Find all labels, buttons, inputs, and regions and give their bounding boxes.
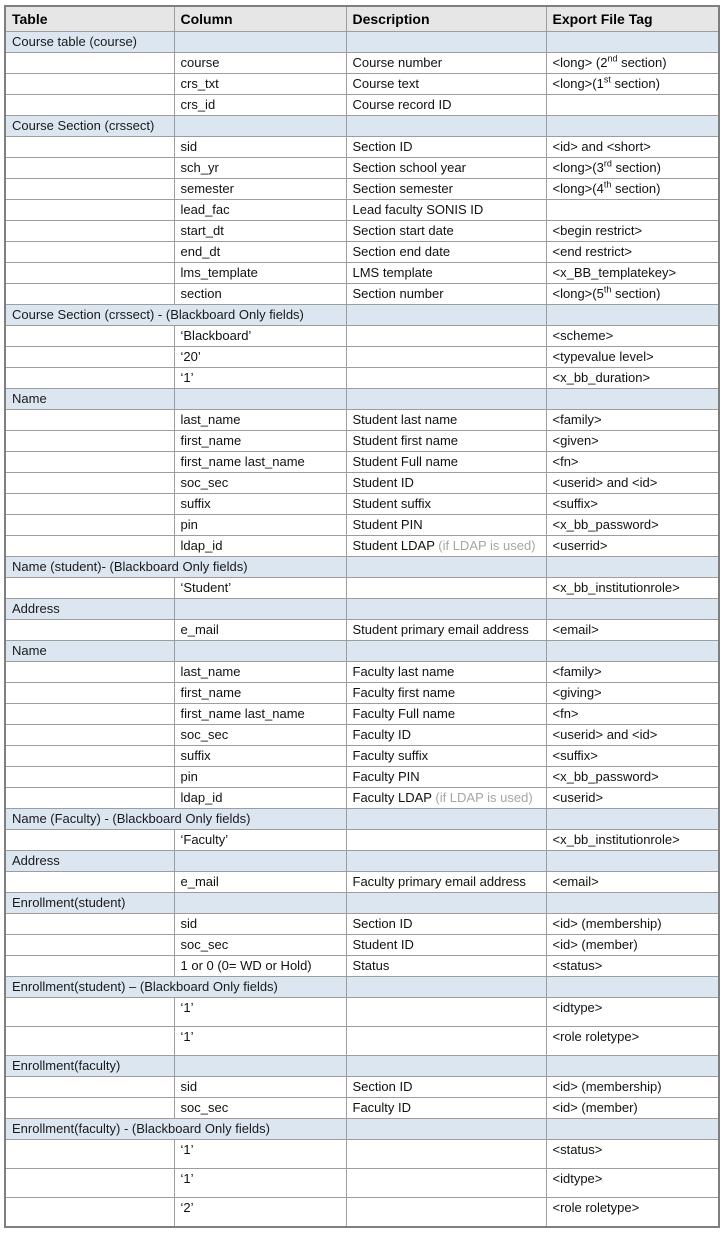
export-file-tag-cell: <status>: [546, 956, 719, 977]
table-data-row: [5, 956, 719, 977]
column-cell: ‘20’: [174, 347, 346, 368]
export-file-tag-cell: <typevalue level>: [546, 347, 719, 368]
section-empty-cell: [346, 599, 546, 620]
export-file-tag-cell: <id> (member): [546, 935, 719, 956]
description-cell: [346, 830, 546, 851]
table-name-cell: [5, 767, 174, 788]
export-file-tag-cell: <x_bb_institutionrole>: [546, 830, 719, 851]
description-cell: [346, 578, 546, 599]
table-data-row: [5, 452, 719, 473]
description-cell: Student suffix: [346, 494, 546, 515]
section-title-cell: Enrollment(faculty): [5, 1056, 174, 1077]
column-cell: ‘1’: [174, 1027, 346, 1056]
table-data-row: [5, 158, 719, 179]
description-cell: Status: [346, 956, 546, 977]
section-title-cell: Address: [5, 599, 174, 620]
column-cell: ‘1’: [174, 1140, 346, 1169]
export-file-tag-cell: <x_bb_password>: [546, 515, 719, 536]
table-section-row: [5, 305, 719, 326]
export-file-tag-cell: <family>: [546, 662, 719, 683]
description-cell: [346, 368, 546, 389]
export-file-tag-cell: <long>(1st section): [546, 74, 719, 95]
description-cell: Section number: [346, 284, 546, 305]
column-cell: sid: [174, 1077, 346, 1098]
column-cell: crs_id: [174, 95, 346, 116]
column-header-export-file-tag: Export File Tag: [546, 6, 719, 32]
table-name-cell: [5, 914, 174, 935]
export-file-tag-cell: <email>: [546, 872, 719, 893]
table-data-row: [5, 473, 719, 494]
description-cell: Course record ID: [346, 95, 546, 116]
column-cell: ‘1’: [174, 368, 346, 389]
description-cell: Section semester: [346, 179, 546, 200]
table-section-row: [5, 977, 719, 998]
column-cell: suffix: [174, 746, 346, 767]
column-cell: end_dt: [174, 242, 346, 263]
table-data-row: [5, 620, 719, 641]
table-data-row: [5, 830, 719, 851]
column-header-table: Table: [5, 6, 174, 32]
table-data-row: [5, 767, 719, 788]
table-data-row: [5, 704, 719, 725]
column-cell: ldap_id: [174, 536, 346, 557]
section-title-cell: Course Section (crssect): [5, 116, 174, 137]
table-section-row: [5, 641, 719, 662]
table-data-row: [5, 746, 719, 767]
section-empty-cell: [174, 32, 346, 53]
section-title-cell: Enrollment(faculty) - (Blackboard Only fields): [5, 1119, 346, 1140]
section-empty-cell: [346, 641, 546, 662]
table-data-row: [5, 221, 719, 242]
section-empty-cell: [174, 599, 346, 620]
export-file-tag-cell: <id> and <short>: [546, 137, 719, 158]
table-data-row: [5, 725, 719, 746]
field-mapping-table: [4, 5, 720, 1228]
description-cell: [346, 326, 546, 347]
column-cell: lms_template: [174, 263, 346, 284]
table-data-row: [5, 74, 719, 95]
section-title-cell: Course table (course): [5, 32, 174, 53]
column-cell: last_name: [174, 410, 346, 431]
export-file-tag-cell: <role roletype>: [546, 1198, 719, 1228]
table-data-row: [5, 242, 719, 263]
column-cell: first_name last_name: [174, 704, 346, 725]
column-cell: pin: [174, 767, 346, 788]
column-cell: start_dt: [174, 221, 346, 242]
section-empty-cell: [174, 1056, 346, 1077]
table-data-row: [5, 914, 719, 935]
table-data-row: [5, 137, 719, 158]
table-section-row: [5, 32, 719, 53]
table-data-row: [5, 347, 719, 368]
column-cell: soc_sec: [174, 935, 346, 956]
description-cell: Course number: [346, 53, 546, 74]
section-title-cell: Name: [5, 641, 174, 662]
section-title-cell: Name (Faculty) - (Blackboard Only fields): [5, 809, 346, 830]
description-cell: Student Full name: [346, 452, 546, 473]
table-name-cell: [5, 1077, 174, 1098]
table-data-row: [5, 1077, 719, 1098]
export-file-tag-cell: <status>: [546, 1140, 719, 1169]
description-cell: Student LDAP (if LDAP is used): [346, 536, 546, 557]
export-file-tag-cell: <fn>: [546, 452, 719, 473]
column-cell: soc_sec: [174, 1098, 346, 1119]
export-file-tag-cell: <scheme>: [546, 326, 719, 347]
column-cell: e_mail: [174, 620, 346, 641]
description-cell: Student ID: [346, 935, 546, 956]
table-name-cell: [5, 452, 174, 473]
description-cell: Course text: [346, 74, 546, 95]
table-data-row: [5, 683, 719, 704]
table-name-cell: [5, 431, 174, 452]
column-cell: ldap_id: [174, 788, 346, 809]
section-empty-cell: [546, 389, 719, 410]
table-name-cell: [5, 746, 174, 767]
table-data-row: [5, 179, 719, 200]
section-empty-cell: [346, 1119, 546, 1140]
column-cell: semester: [174, 179, 346, 200]
table-data-row: [5, 1098, 719, 1119]
section-empty-cell: [546, 641, 719, 662]
column-cell: lead_fac: [174, 200, 346, 221]
table-name-cell: [5, 347, 174, 368]
export-file-tag-cell: <long>(3rd section): [546, 158, 719, 179]
export-file-tag-cell: <x_bb_duration>: [546, 368, 719, 389]
section-title-cell: Course Section (crssect) - (Blackboard Only fields): [5, 305, 346, 326]
export-file-tag-cell: <end restrict>: [546, 242, 719, 263]
export-file-tag-cell: [546, 95, 719, 116]
export-file-tag-cell: <id> (member): [546, 1098, 719, 1119]
table-section-row: [5, 599, 719, 620]
table-data-row: [5, 1027, 719, 1056]
table-name-cell: [5, 620, 174, 641]
export-file-tag-cell: <x_BB_templatekey>: [546, 263, 719, 284]
table-name-cell: [5, 788, 174, 809]
table-data-row: [5, 662, 719, 683]
column-cell: sch_yr: [174, 158, 346, 179]
table-name-cell: [5, 1169, 174, 1198]
table-data-row: [5, 368, 719, 389]
description-cell: Faculty PIN: [346, 767, 546, 788]
export-file-tag-cell: <userrid>: [546, 536, 719, 557]
export-file-tag-cell: <idtype>: [546, 998, 719, 1027]
description-cell: [346, 1198, 546, 1228]
table-data-row: [5, 872, 719, 893]
export-file-tag-cell: <id> (membership): [546, 1077, 719, 1098]
column-cell: section: [174, 284, 346, 305]
description-cell: Section start date: [346, 221, 546, 242]
table-data-row: [5, 788, 719, 809]
section-title-cell: Name (student)- (Blackboard Only fields): [5, 557, 346, 578]
table-name-cell: [5, 998, 174, 1027]
table-name-cell: [5, 221, 174, 242]
table-name-cell: [5, 242, 174, 263]
section-empty-cell: [346, 116, 546, 137]
description-cell: Section end date: [346, 242, 546, 263]
section-empty-cell: [546, 1056, 719, 1077]
section-empty-cell: [346, 1056, 546, 1077]
column-cell: soc_sec: [174, 725, 346, 746]
description-cell: Student ID: [346, 473, 546, 494]
table-section-row: [5, 1119, 719, 1140]
description-cell: Faculty first name: [346, 683, 546, 704]
export-file-tag-cell: <role roletype>: [546, 1027, 719, 1056]
section-empty-cell: [546, 809, 719, 830]
table-name-cell: [5, 158, 174, 179]
export-file-tag-cell: <family>: [546, 410, 719, 431]
description-cell: Section ID: [346, 1077, 546, 1098]
table-name-cell: [5, 662, 174, 683]
table-data-row: [5, 431, 719, 452]
table-name-cell: [5, 179, 174, 200]
table-name-cell: [5, 683, 174, 704]
description-cell: Faculty suffix: [346, 746, 546, 767]
description-cell: Student primary email address: [346, 620, 546, 641]
section-empty-cell: [546, 851, 719, 872]
export-file-tag-cell: <given>: [546, 431, 719, 452]
description-cell: Faculty ID: [346, 1098, 546, 1119]
export-file-tag-cell: <long>(4th section): [546, 179, 719, 200]
table-name-cell: [5, 473, 174, 494]
description-cell: LMS template: [346, 263, 546, 284]
export-file-tag-cell: <long>(5th section): [546, 284, 719, 305]
section-empty-cell: [546, 116, 719, 137]
export-file-tag-cell: <idtype>: [546, 1169, 719, 1198]
table-name-cell: [5, 494, 174, 515]
table-section-row: [5, 116, 719, 137]
column-cell: soc_sec: [174, 473, 346, 494]
column-cell: crs_txt: [174, 74, 346, 95]
description-cell: [346, 1169, 546, 1198]
section-empty-cell: [346, 32, 546, 53]
column-cell: pin: [174, 515, 346, 536]
table-name-cell: [5, 1198, 174, 1228]
column-cell: ‘2’: [174, 1198, 346, 1228]
description-cell: Faculty ID: [346, 725, 546, 746]
table-data-row: [5, 515, 719, 536]
table-name-cell: [5, 284, 174, 305]
description-cell: Section school year: [346, 158, 546, 179]
section-empty-cell: [174, 851, 346, 872]
column-cell: sid: [174, 914, 346, 935]
table-data-row: [5, 410, 719, 431]
export-file-tag-cell: <begin restrict>: [546, 221, 719, 242]
section-empty-cell: [346, 851, 546, 872]
description-cell: Lead faculty SONIS ID: [346, 200, 546, 221]
section-empty-cell: [174, 641, 346, 662]
table-name-cell: [5, 326, 174, 347]
table-section-row: [5, 893, 719, 914]
description-cell: Faculty primary email address: [346, 872, 546, 893]
column-cell: first_name: [174, 431, 346, 452]
table-section-row: [5, 851, 719, 872]
table-data-row: [5, 578, 719, 599]
column-cell: ‘Blackboard’: [174, 326, 346, 347]
table-name-cell: [5, 830, 174, 851]
description-cell: Faculty LDAP (if LDAP is used): [346, 788, 546, 809]
description-cell: [346, 998, 546, 1027]
section-empty-cell: [546, 1119, 719, 1140]
section-title-cell: Name: [5, 389, 174, 410]
table-data-row: [5, 284, 719, 305]
table-data-row: [5, 1169, 719, 1198]
section-empty-cell: [546, 32, 719, 53]
table-data-row: [5, 200, 719, 221]
section-empty-cell: [174, 389, 346, 410]
description-cell: [346, 1027, 546, 1056]
section-empty-cell: [346, 557, 546, 578]
section-empty-cell: [346, 389, 546, 410]
table-name-cell: [5, 935, 174, 956]
table-section-row: [5, 557, 719, 578]
table-data-row: [5, 263, 719, 284]
table-name-cell: [5, 704, 174, 725]
table-name-cell: [5, 578, 174, 599]
table-data-row: [5, 326, 719, 347]
description-cell: Faculty last name: [346, 662, 546, 683]
column-cell: first_name: [174, 683, 346, 704]
table-header-row: [5, 6, 719, 32]
table-name-cell: [5, 956, 174, 977]
table-name-cell: [5, 368, 174, 389]
section-empty-cell: [546, 599, 719, 620]
column-cell: course: [174, 53, 346, 74]
table-data-row: [5, 53, 719, 74]
description-cell: Student last name: [346, 410, 546, 431]
section-empty-cell: [174, 893, 346, 914]
table-name-cell: [5, 263, 174, 284]
description-cell: [346, 347, 546, 368]
column-cell: ‘1’: [174, 998, 346, 1027]
table-data-row: [5, 935, 719, 956]
section-title-cell: Enrollment(student) – (Blackboard Only fields): [5, 977, 346, 998]
table-data-row: [5, 1140, 719, 1169]
export-file-tag-cell: <id> (membership): [546, 914, 719, 935]
table-name-cell: [5, 1140, 174, 1169]
column-cell: ‘Faculty’: [174, 830, 346, 851]
table-name-cell: [5, 137, 174, 158]
table-name-cell: [5, 95, 174, 116]
description-cell: Faculty Full name: [346, 704, 546, 725]
table-name-cell: [5, 410, 174, 431]
section-empty-cell: [546, 557, 719, 578]
column-cell: ‘1’: [174, 1169, 346, 1198]
export-file-tag-cell: <suffix>: [546, 746, 719, 767]
description-cell: Student PIN: [346, 515, 546, 536]
table-name-cell: [5, 200, 174, 221]
export-file-tag-cell: <giving>: [546, 683, 719, 704]
export-file-tag-cell: <long> (2nd section): [546, 53, 719, 74]
section-title-cell: Address: [5, 851, 174, 872]
description-cell: [346, 1140, 546, 1169]
column-cell: last_name: [174, 662, 346, 683]
description-cell: Section ID: [346, 137, 546, 158]
table-section-row: [5, 1056, 719, 1077]
column-cell: suffix: [174, 494, 346, 515]
section-empty-cell: [174, 116, 346, 137]
table-name-cell: [5, 536, 174, 557]
export-file-tag-cell: <userid>: [546, 788, 719, 809]
description-cell: Section ID: [346, 914, 546, 935]
column-cell: ‘Student’: [174, 578, 346, 599]
table-data-row: [5, 998, 719, 1027]
table-section-row: [5, 389, 719, 410]
column-cell: 1 or 0 (0= WD or Hold): [174, 956, 346, 977]
export-file-tag-cell: <suffix>: [546, 494, 719, 515]
table-data-row: [5, 536, 719, 557]
table-name-cell: [5, 53, 174, 74]
column-cell: e_mail: [174, 872, 346, 893]
table-name-cell: [5, 725, 174, 746]
export-file-tag-cell: <fn>: [546, 704, 719, 725]
table-name-cell: [5, 1098, 174, 1119]
export-file-tag-cell: <userid> and <id>: [546, 725, 719, 746]
section-empty-cell: [546, 977, 719, 998]
section-empty-cell: [346, 809, 546, 830]
table-data-row: [5, 95, 719, 116]
table-name-cell: [5, 872, 174, 893]
section-title-cell: Enrollment(student): [5, 893, 174, 914]
export-file-tag-cell: <userid> and <id>: [546, 473, 719, 494]
table-data-row: [5, 1198, 719, 1228]
column-cell: first_name last_name: [174, 452, 346, 473]
table-data-row: [5, 494, 719, 515]
table-name-cell: [5, 74, 174, 95]
table-name-cell: [5, 515, 174, 536]
section-empty-cell: [546, 305, 719, 326]
section-empty-cell: [346, 305, 546, 326]
table-name-cell: [5, 1027, 174, 1056]
export-file-tag-cell: [546, 200, 719, 221]
column-header-description: Description: [346, 6, 546, 32]
description-cell: Student first name: [346, 431, 546, 452]
column-cell: sid: [174, 137, 346, 158]
section-empty-cell: [346, 893, 546, 914]
export-file-tag-cell: <x_bb_institutionrole>: [546, 578, 719, 599]
export-file-tag-cell: <email>: [546, 620, 719, 641]
export-file-tag-cell: <x_bb_password>: [546, 767, 719, 788]
column-header-column: Column: [174, 6, 346, 32]
section-empty-cell: [346, 977, 546, 998]
section-empty-cell: [546, 893, 719, 914]
table-section-row: [5, 809, 719, 830]
